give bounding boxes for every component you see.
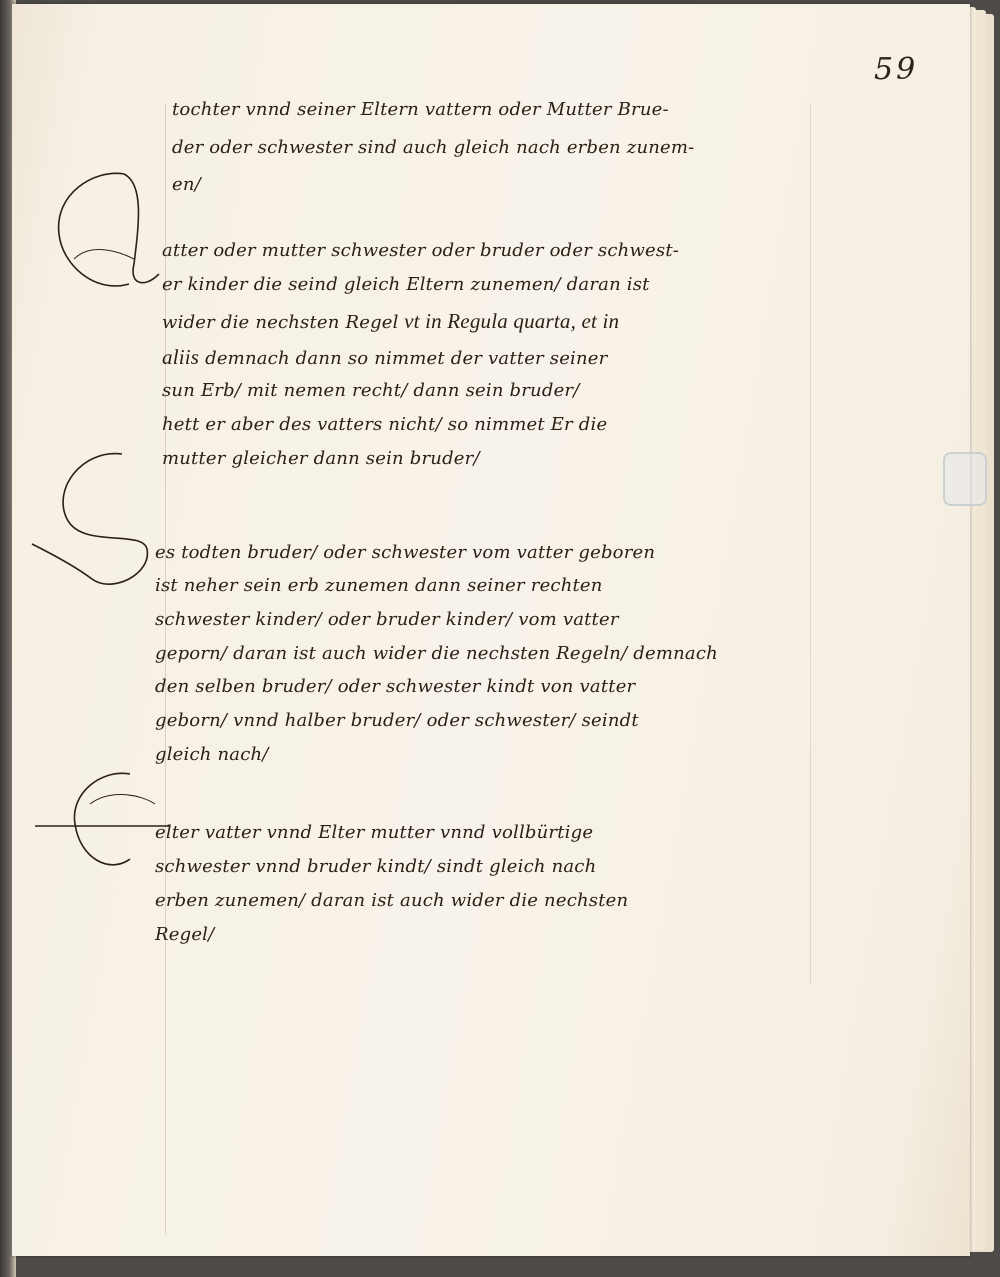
text-line: ist neher sein erb zunemen dann seiner rechten <box>155 575 603 596</box>
text-line: der oder schwester sind auch gleich nach erben zunem- <box>172 137 695 158</box>
text-line: Regel/ <box>155 924 215 945</box>
decorated-initial-d <box>22 449 172 599</box>
right-margin-ruling <box>810 104 811 984</box>
text-line: gleich nach/ <box>155 744 269 765</box>
manuscript-page <box>12 4 970 1256</box>
text-line: elter vatter vnnd Elter mutter vnnd vollbürtige <box>155 822 594 843</box>
text-line: schwester kinder/ oder bruder kinder/ vom vatter <box>155 609 619 630</box>
text-line: en/ <box>172 174 201 195</box>
folio-number: 59 <box>874 52 919 87</box>
text-line-german: demnach dann so nimmet der vatter seiner <box>199 348 608 369</box>
text-line: hett er aber des vatters nicht/ so nimmet Er die <box>162 414 608 435</box>
text-line-latin: vt in Regula quarta, et in <box>398 309 620 333</box>
text-line: atter oder mutter schwester oder bruder oder schwest- <box>162 240 680 261</box>
text-line: sun Erb/ mit nemen recht/ dann sein bruder/ <box>162 380 580 401</box>
text-line: geborn/ vnnd halber bruder/ oder schwester/ seindt <box>155 710 639 731</box>
text-line: es todten bruder/ oder schwester vom vatter geboren <box>155 542 656 563</box>
text-line: mutter gleicher dann sein bruder/ <box>162 448 480 469</box>
text-line <box>162 345 607 370</box>
text-line: erben zunemen/ daran ist auch wider die nechsten <box>155 890 629 911</box>
text-line: den selben bruder/ oder schwester kindt von vatter <box>155 676 636 697</box>
text-line: tochter vnnd seiner Eltern vattern oder Mutter Brue- <box>172 99 669 120</box>
decorated-initial-v <box>34 164 174 304</box>
text-line: schwester vnnd bruder kindt/ sindt gleich nach <box>155 856 597 877</box>
text-line: geporn/ daran ist auch wider die nechsten Regeln/ demnach <box>155 643 718 664</box>
paper-clip <box>943 452 987 506</box>
text-line-german: wider die nechsten Regel <box>162 312 399 333</box>
text-line <box>162 309 619 334</box>
text-line: er kinder die seind gleich Eltern zunemen/ daran ist <box>162 274 650 295</box>
text-line-latin: aliis <box>162 345 200 369</box>
